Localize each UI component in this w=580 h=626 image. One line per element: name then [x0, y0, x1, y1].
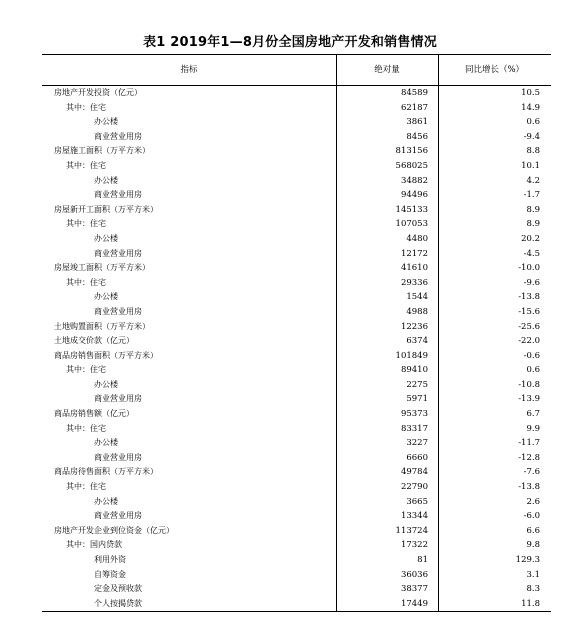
table-row [42, 334, 551, 349]
row-absolute-value: 84589 [400, 88, 428, 98]
row-absolute-value: 2275 [406, 379, 428, 390]
row-growth-value: -4.5 [523, 248, 540, 259]
table-row [42, 101, 551, 116]
row-label: 其中：住宅 [66, 423, 106, 433]
row-label: 其中：住宅 [66, 102, 106, 112]
row-growth-value: -10.0 [518, 263, 540, 274]
table-row [42, 203, 551, 218]
row-growth-value: -13.9 [518, 394, 540, 405]
header-indicator: 指标 [180, 65, 198, 75]
row-absolute-value: 568025 [395, 160, 428, 171]
row-growth-value: 4.2 [526, 175, 540, 186]
row-growth-value: -10.8 [518, 379, 540, 390]
row-label: 办公楼 [94, 292, 118, 302]
table-row [42, 465, 551, 480]
table-row [42, 378, 551, 393]
row-growth-value: 6.6 [526, 525, 540, 536]
row-growth-value: 8.8 [526, 146, 540, 157]
row-growth-value: 14.9 [521, 102, 540, 113]
row-absolute-value: 17322 [400, 540, 428, 551]
row-absolute-value: 29336 [400, 277, 428, 288]
table-row [42, 305, 551, 320]
row-label: 办公楼 [94, 117, 118, 127]
row-growth-value: -9.4 [523, 131, 540, 142]
table-row [42, 582, 551, 597]
table-row [42, 538, 551, 553]
row-growth-value: 129.3 [515, 555, 540, 565]
row-absolute-value: 113724 [395, 525, 428, 536]
row-absolute-value: 3227 [406, 438, 428, 449]
row-label: 土地购置面积（万平方米） [54, 321, 150, 331]
row-growth-value: 10.5 [521, 88, 540, 98]
table-row [42, 553, 551, 568]
row-label: 房地产开发企业到位资金（亿元） [54, 525, 174, 535]
row-label: 其中：住宅 [66, 482, 106, 492]
row-absolute-value: 38377 [400, 584, 428, 595]
row-growth-value: 8.9 [526, 219, 540, 230]
table-row [42, 320, 551, 335]
row-label: 自筹资金 [94, 569, 126, 579]
row-growth-value: 6.7 [526, 409, 540, 420]
row-absolute-value: 4988 [406, 306, 428, 317]
table-row [42, 451, 551, 466]
row-absolute-value: 34882 [400, 175, 428, 186]
table-row [42, 422, 551, 437]
row-growth-value: 11.8 [521, 598, 540, 609]
row-absolute-value: 107053 [395, 219, 428, 230]
row-absolute-value: 5971 [406, 394, 428, 405]
row-label: 房屋竣工面积（万平方米） [54, 263, 150, 273]
table-row [42, 407, 551, 422]
row-growth-value: -22.0 [518, 336, 540, 347]
row-growth-value: -9.6 [523, 277, 540, 288]
row-label: 办公楼 [94, 175, 118, 185]
row-label: 土地成交价款（亿元） [54, 336, 134, 346]
row-label: 办公楼 [94, 496, 118, 506]
table-row [42, 436, 551, 451]
table-row [42, 174, 551, 189]
row-label: 利用外资 [94, 555, 126, 564]
row-growth-value: 0.6 [526, 117, 540, 128]
row-label: 其中：住宅 [66, 160, 106, 170]
table-body [42, 86, 551, 612]
table-row [42, 597, 551, 612]
row-absolute-value: 95373 [400, 409, 428, 420]
row-growth-value: 8.9 [526, 204, 540, 215]
row-label: 房地产开发投资（亿元） [54, 88, 142, 97]
row-growth-value: 0.6 [526, 365, 540, 376]
table-row [42, 159, 551, 174]
row-growth-value: -7.6 [523, 467, 540, 478]
row-label: 个人按揭贷款 [94, 598, 142, 608]
row-absolute-value: 83317 [400, 423, 428, 434]
row-label: 商业营业用房 [94, 452, 142, 462]
row-absolute-value: 6374 [406, 336, 428, 347]
table-row [42, 247, 551, 262]
row-label: 商业营业用房 [94, 306, 142, 316]
table-row [42, 495, 551, 510]
row-growth-value: -11.7 [518, 438, 540, 449]
row-label: 其中：住宅 [66, 219, 106, 229]
row-label: 其中：住宅 [66, 365, 106, 375]
row-label: 办公楼 [94, 379, 118, 389]
table-row [42, 130, 551, 145]
table-header [42, 54, 551, 86]
row-growth-value: 10.1 [521, 160, 540, 171]
table-row [42, 524, 551, 539]
row-growth-value: -12.8 [518, 452, 540, 463]
row-absolute-value: 1544 [406, 292, 428, 303]
row-growth-value: -0.6 [523, 350, 540, 361]
table-row [42, 188, 551, 203]
row-absolute-value: 813156 [395, 146, 428, 157]
row-label: 房屋施工面积（万平方米） [54, 146, 150, 156]
row-absolute-value: 3665 [406, 496, 428, 507]
row-absolute-value: 62187 [400, 102, 428, 113]
data-table [42, 54, 551, 612]
table-title: 表1 2019年1—8月份全国房地产开发和销售情况 [143, 35, 437, 50]
row-growth-value: -15.6 [518, 306, 540, 317]
row-growth-value: -6.0 [523, 511, 540, 522]
row-label: 其中：国内贷款 [66, 540, 122, 550]
row-absolute-value: 41610 [400, 263, 428, 274]
row-label: 商品房待售面积（万平方米） [54, 467, 158, 477]
row-absolute-value: 145133 [395, 204, 428, 215]
row-growth-value: -13.8 [518, 482, 540, 493]
row-growth-value: 20.2 [521, 233, 540, 244]
row-label: 商业营业用房 [94, 190, 142, 200]
table-row [42, 290, 551, 305]
header-divider [336, 55, 337, 85]
row-label: 定金及预收款 [94, 584, 142, 594]
table-row [42, 144, 551, 159]
header-divider [438, 55, 439, 85]
row-label: 商业营业用房 [94, 511, 142, 521]
row-growth-value: 2.6 [526, 496, 540, 507]
row-growth-value: -1.7 [523, 190, 540, 201]
row-label: 其中：住宅 [66, 277, 106, 287]
row-label: 商品房销售额（亿元） [54, 409, 134, 419]
row-growth-value: 3.1 [526, 569, 540, 580]
table-row [42, 232, 551, 247]
table-row [42, 276, 551, 291]
row-absolute-value: 101849 [395, 350, 428, 361]
table-row [42, 509, 551, 524]
row-label: 商业营业用房 [94, 131, 142, 141]
row-growth-value: 9.8 [526, 540, 540, 551]
row-absolute-value: 13344 [400, 511, 428, 522]
table-row [42, 480, 551, 495]
row-absolute-value: 49784 [400, 467, 428, 478]
row-label: 商品房销售面积（万平方米） [54, 350, 158, 360]
row-growth-value: 8.3 [526, 584, 540, 595]
row-growth-value: -13.8 [518, 292, 540, 303]
row-growth-value: -25.6 [518, 321, 540, 332]
row-label: 房屋新开工面积（万平方米） [54, 204, 158, 214]
row-absolute-value: 17449 [400, 598, 428, 609]
table-row [42, 363, 551, 378]
row-absolute-value: 12172 [400, 248, 428, 259]
row-label: 商业营业用房 [94, 248, 142, 258]
table-row [42, 86, 551, 101]
row-label: 办公楼 [94, 438, 118, 448]
row-absolute-value: 4480 [406, 233, 428, 244]
row-absolute-value: 6660 [406, 452, 428, 463]
row-absolute-value: 22790 [400, 482, 428, 493]
row-absolute-value: 12236 [400, 321, 428, 332]
row-absolute-value: 8456 [406, 131, 428, 142]
row-growth-value: 9.9 [526, 423, 540, 434]
table-row [42, 115, 551, 130]
row-absolute-value: 89410 [400, 365, 428, 376]
row-label: 商业营业用房 [94, 394, 142, 404]
table-row [42, 217, 551, 232]
row-absolute-value: 36036 [400, 569, 428, 580]
row-absolute-value: 94496 [400, 190, 428, 201]
row-absolute-value: 3861 [406, 117, 428, 128]
table-row [42, 392, 551, 407]
header-absolute: 绝对量 [374, 65, 400, 75]
row-absolute-value: 81 [417, 555, 428, 565]
row-label: 办公楼 [94, 233, 118, 243]
table-row [42, 568, 551, 583]
table-row [42, 261, 551, 276]
header-growth: 同比增长（%） [464, 65, 525, 75]
table-row [42, 349, 551, 364]
